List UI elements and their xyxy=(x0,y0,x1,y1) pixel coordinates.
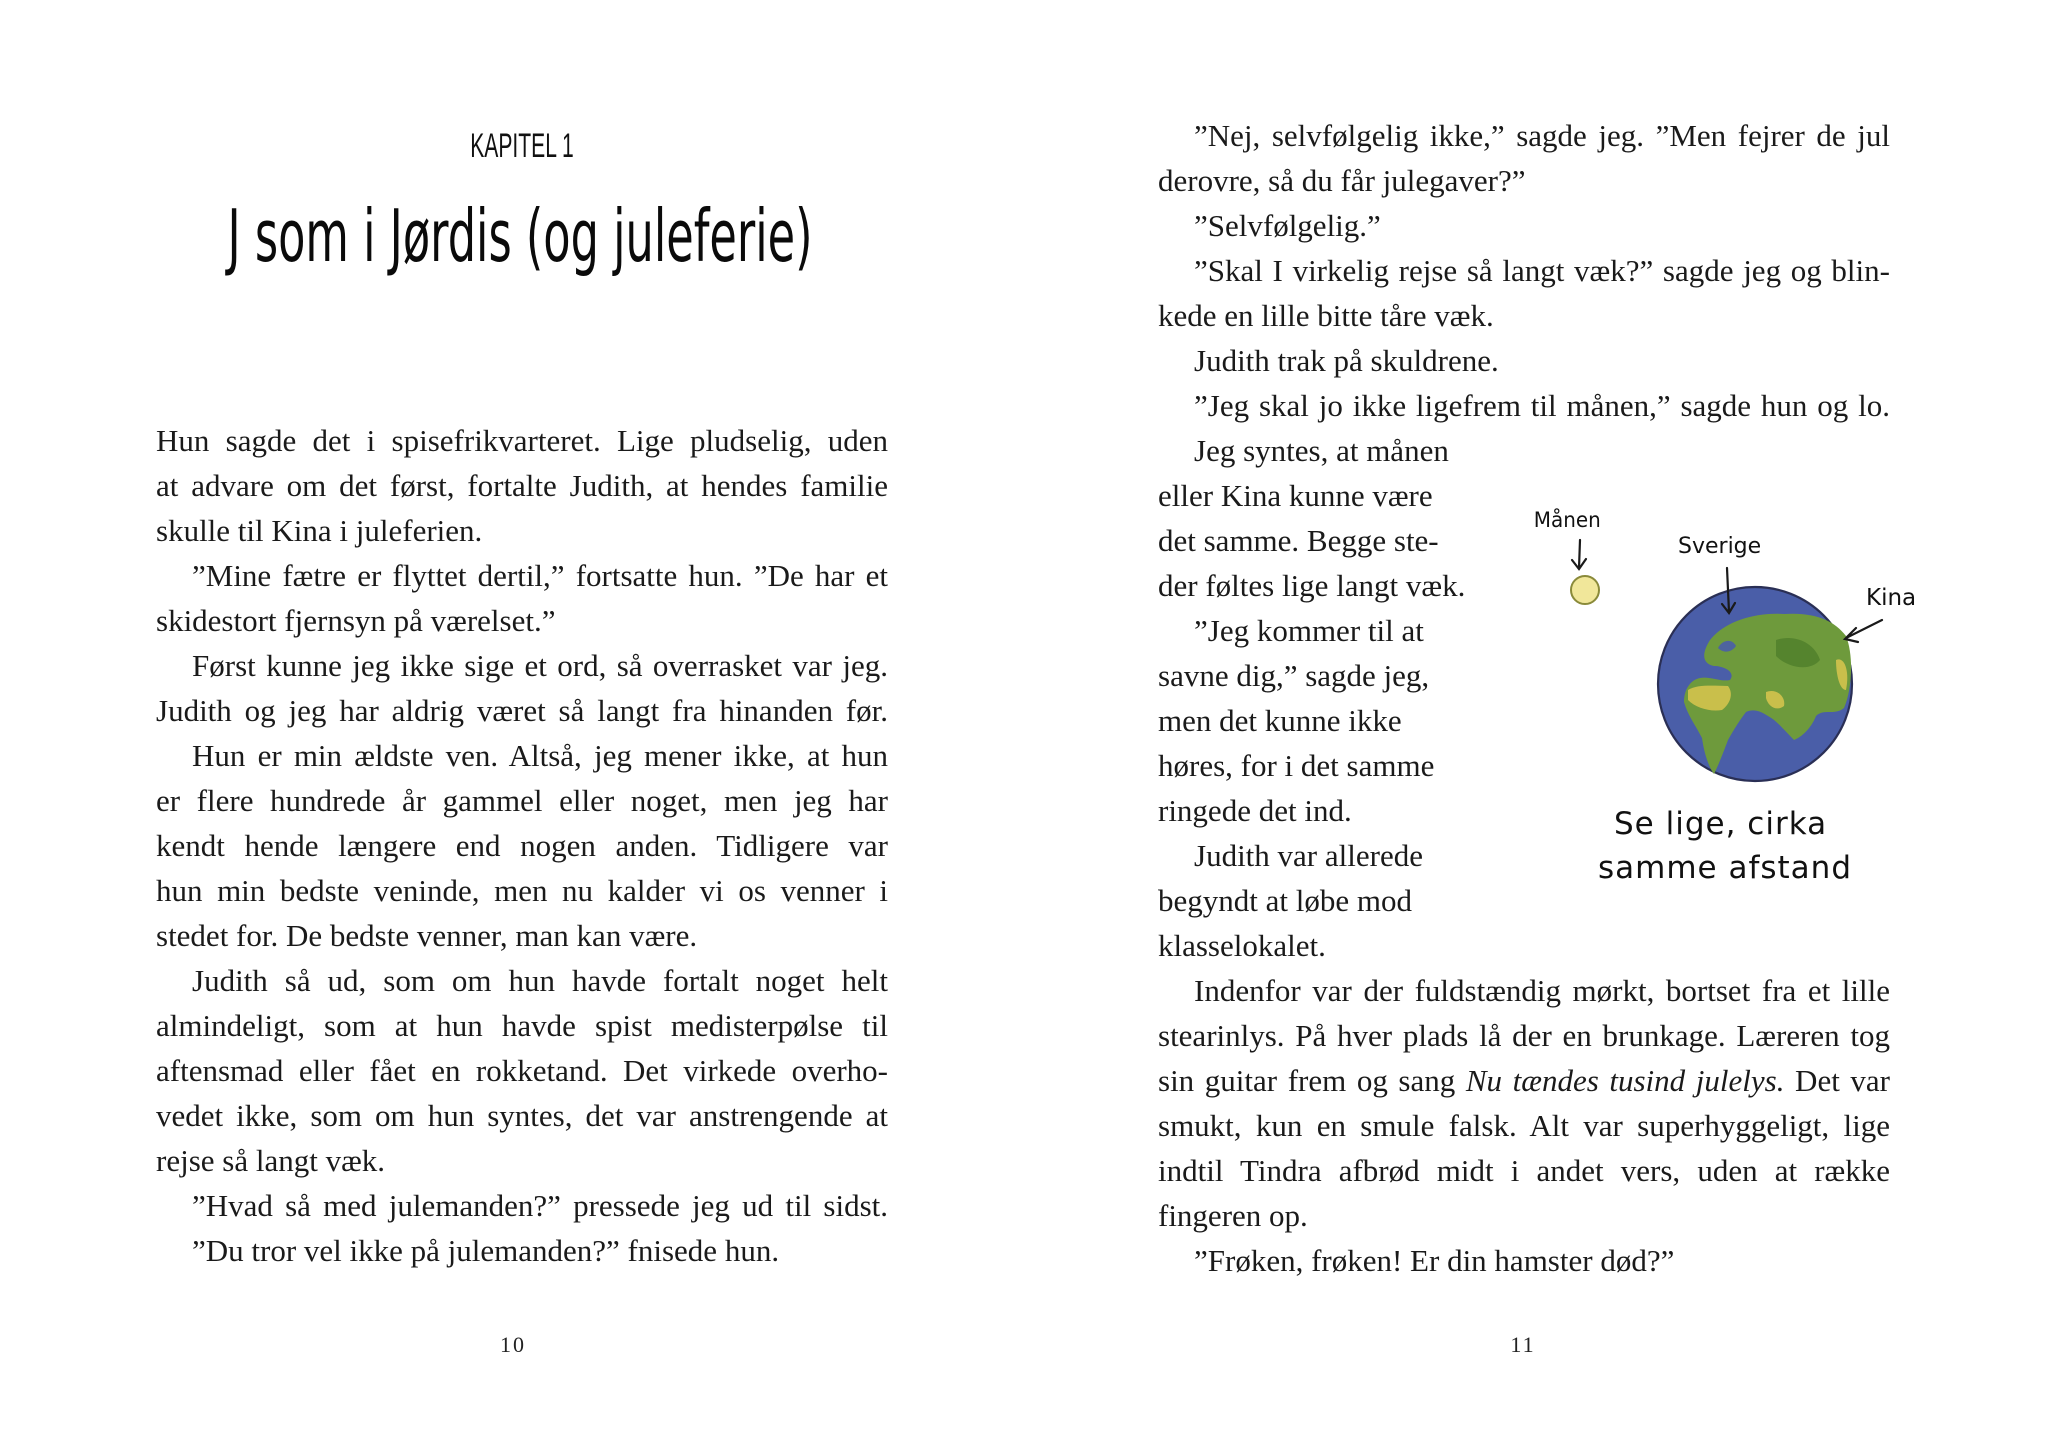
page-number-right: 11 xyxy=(1510,1332,1536,1357)
text-line: eller Kina kunne være xyxy=(1158,478,1433,513)
text-line: Jeg syntes, at månen xyxy=(1194,433,1449,468)
text-line: skulle til Kina i juleferien. xyxy=(156,513,483,548)
text-segment: Det var xyxy=(1784,1063,1891,1098)
text-line: det samme. Begge ste- xyxy=(1158,523,1439,558)
text-line: Judith var allerede xyxy=(1194,838,1423,873)
text-line: ”Frøken, frøken! Er din hamster død?” xyxy=(1194,1243,1675,1278)
moon-label: Månen xyxy=(1533,508,1601,532)
text-line: Hun sagde det i spisefrikvarteret. Lige pludselig, uden xyxy=(156,423,888,458)
text-line: men det kunne ikke xyxy=(1158,703,1402,738)
sweden-label: Sverige xyxy=(1678,534,1762,559)
moon-arrow-icon xyxy=(1572,540,1586,569)
text-line: vedet ikke, som om hun syntes, det var anstrengende at xyxy=(156,1098,888,1133)
text-line: ”Nej, selvfølgelig ikke,” sagde jeg. ”Men fejrer de jul xyxy=(1194,118,1890,153)
caption-line-2: samme afstand xyxy=(1598,850,1853,886)
text-line: ”Skal I virkelig rejse så langt væk?” sagde jeg og blin- xyxy=(1194,253,1890,288)
page-number-left: 10 xyxy=(500,1332,526,1357)
text-segment: sin guitar frem og sang xyxy=(1158,1063,1466,1098)
text-line: smukt, kun en smule falsk. Alt var superhyggeligt, lige xyxy=(1158,1108,1890,1143)
text-line: Judith trak på skuldrene. xyxy=(1194,343,1499,378)
text-line: er flere hundrede år gammel eller noget, men jeg har xyxy=(156,783,888,818)
text-line: kendt hende længere end nogen anden. Tidligere var xyxy=(156,828,888,863)
earth-moon-drawing xyxy=(1024,0,2048,1448)
text-line: Judith og jeg har aldrig været så langt fra hinanden før. xyxy=(156,693,888,728)
text-line: høres, for i det samme xyxy=(1158,748,1435,783)
song-title: Nu tændes tusind julelys. xyxy=(1465,1063,1785,1098)
text-line: fingeren op. xyxy=(1158,1198,1308,1233)
china-label: Kina xyxy=(1866,585,1917,611)
caption-line-1: Se lige, cirka xyxy=(1614,806,1828,842)
text-line: ringede det ind. xyxy=(1158,793,1352,828)
text-line: derovre, så du får julegaver?” xyxy=(1158,163,1526,198)
right-page xyxy=(1024,0,2048,1448)
text-line: kede en lille bitte tåre væk. xyxy=(1158,298,1494,333)
text-line: Først kunne jeg ikke sige et ord, så overrasket var jeg. xyxy=(192,648,888,683)
text-line: Hun er min ældste ven. Altså, jeg mener ikke, at hun xyxy=(192,738,888,773)
text-line: Judith så ud, som om hun havde fortalt noget helt xyxy=(192,963,888,998)
text-line: skidestort fjernsyn på værelset.” xyxy=(156,603,556,638)
chapter-label: KAPITEL 1 xyxy=(470,127,574,165)
text-line: almindeligt, som at hun havde spist medisterpølse til xyxy=(156,1008,888,1043)
text-line: ”Mine fætre er flyttet dertil,” fortsatte hun. ”De har et xyxy=(192,558,888,593)
text-line: at advare om det først, fortalte Judith, at hendes familie xyxy=(156,468,888,503)
text-line: stearinlys. På hver plads lå der en brunkage. Læreren tog xyxy=(1158,1018,1890,1053)
text-line: begyndt at løbe mod xyxy=(1158,883,1412,918)
text-line: aftensmad eller fået en rokketand. Det virkede overho- xyxy=(156,1053,888,1088)
text-line: ”Selvfølgelig.” xyxy=(1194,208,1381,243)
text-line: rejse så langt væk. xyxy=(156,1143,386,1178)
china-arrow-icon xyxy=(1845,620,1882,642)
text-line: savne dig,” sagde jeg, xyxy=(1158,658,1430,693)
text-line: klasselokalet. xyxy=(1158,928,1326,963)
earth-icon xyxy=(1658,587,1852,781)
text-line: ”Jeg kommer til at xyxy=(1194,613,1424,648)
text-line: stedet for. De bedste venner, man kan være. xyxy=(156,918,698,953)
chapter-title: J som i Jørdis (og juleferie) xyxy=(227,194,813,278)
text-line: ”Du tror vel ikke på julemanden?” fnisede hun. xyxy=(192,1233,780,1268)
text-line: indtil Tindra afbrød midt i andet vers, uden at række xyxy=(1158,1153,1890,1188)
text-line: ”Jeg skal jo ikke ligefrem til månen,” sagde hun og lo. xyxy=(1194,388,1890,423)
text-line: hun min bedste veninde, men nu kalder vi os venner i xyxy=(156,873,888,908)
text-line: der føltes lige langt væk. xyxy=(1158,568,1466,603)
text-line: ”Hvad så med julemanden?” pressede jeg ud til sidst. xyxy=(192,1188,888,1223)
text-line: Indenfor var der fuldstændig mørkt, bortset fra et lille xyxy=(1194,973,1890,1008)
moon-icon xyxy=(1571,576,1599,604)
